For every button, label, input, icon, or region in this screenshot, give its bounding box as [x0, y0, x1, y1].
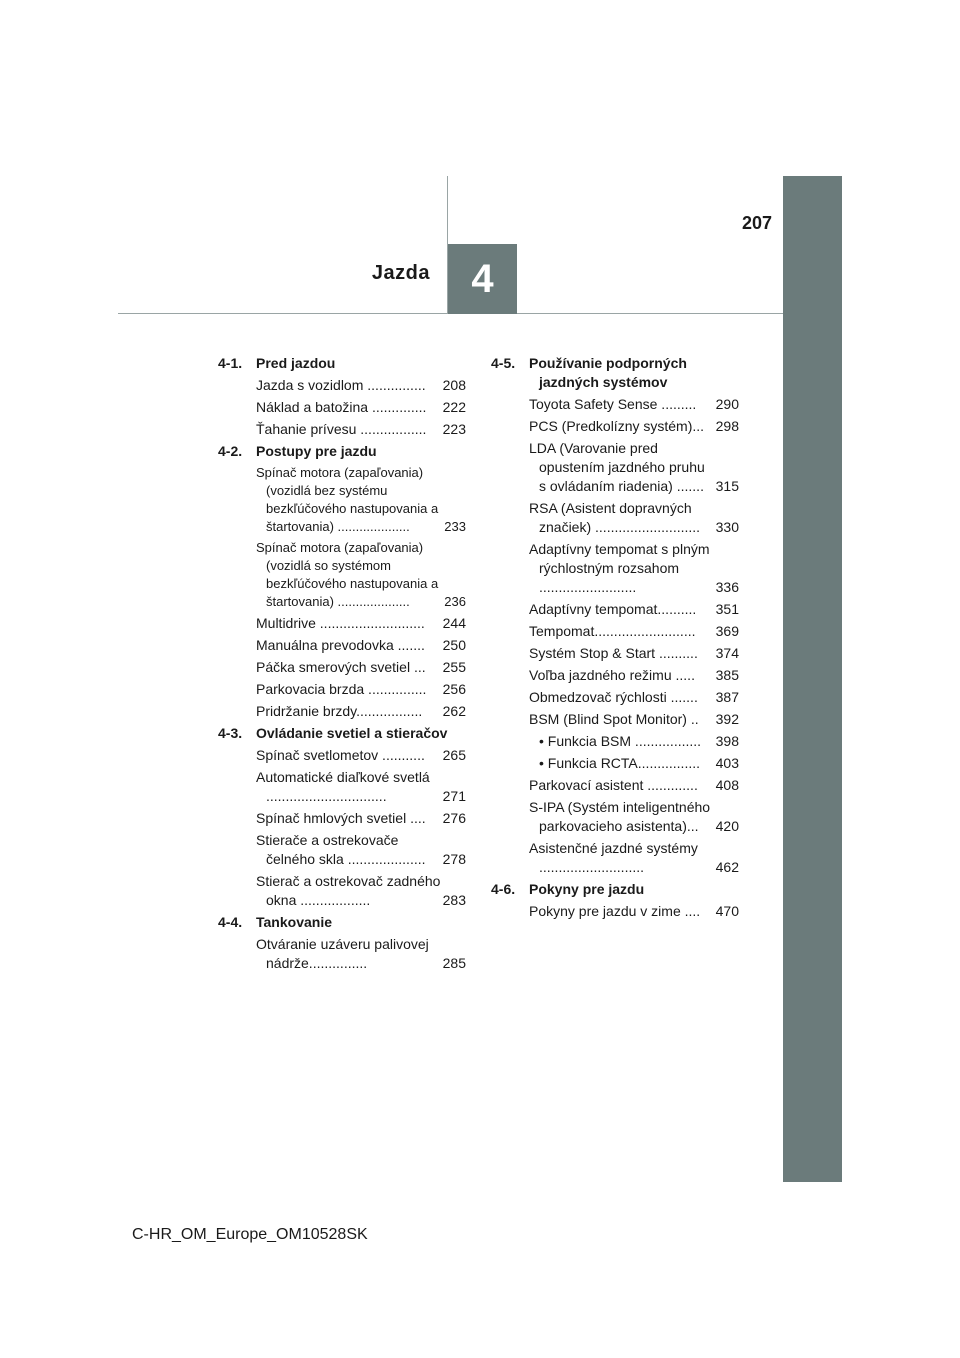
- toc-entry[interactable]: [529, 688, 739, 707]
- page-number: 207: [741, 213, 772, 233]
- toc-entry[interactable]: [256, 420, 466, 439]
- toc-entry-title: Voľba jazdného režimu .....: [529, 667, 695, 683]
- toc-section: [218, 354, 466, 439]
- toc-entry[interactable]: [529, 417, 739, 436]
- toc-entry[interactable]: [529, 776, 739, 795]
- toc-entry-title: LDA (Varovanie pred opustením jazdného pruhu s ovládaním riadenia) .......: [529, 440, 705, 494]
- toc-entry-page: 385: [715, 667, 739, 683]
- toc-entry-page: 420: [715, 818, 739, 834]
- toc-entry-title: Ťahanie prívesu .................: [256, 421, 427, 437]
- toc-entry-title: Spínač svetlometov ...........: [256, 747, 425, 763]
- chapter-side-tab: [783, 176, 842, 1182]
- toc-entry[interactable]: [529, 540, 739, 597]
- toc-entry-page: 374: [715, 645, 739, 661]
- toc-section: [218, 724, 466, 910]
- toc-entry-title: PCS (Predkolízny systém)...: [529, 418, 705, 434]
- toc-entry-title: Automatické diaľkové svetlá ...............................: [256, 769, 430, 804]
- toc-entry-page: 351: [715, 601, 739, 617]
- toc-entry-page: 336: [715, 579, 739, 595]
- toc-entry-title: Adaptívny tempomat..........: [529, 601, 697, 617]
- toc-entry-title: Parkovacia brzda ...............: [256, 681, 427, 697]
- toc-entry-page: 398: [715, 733, 739, 749]
- toc-entry-page: 330: [715, 519, 739, 535]
- toc-entry-title: Jazda s vozidlom ...............: [256, 377, 426, 393]
- toc-entry-page: 315: [715, 478, 739, 494]
- section-heading: [218, 724, 466, 743]
- toc-entry-title: Páčka smerových svetiel ...: [256, 659, 426, 675]
- toc-entry-title: Spínač motora (zapaľovania) (vozidlá bez systému bezkľúčového nastupovania a štartovania) ....................: [256, 465, 439, 534]
- toc-entry[interactable]: [256, 935, 466, 973]
- toc-entry-title: Pridržanie brzdy.................: [256, 703, 423, 719]
- toc-entry-title: Stierače a ostrekovače čelného skla ....................: [256, 832, 426, 867]
- toc-entry[interactable]: [256, 539, 466, 611]
- toc-entry-title: S-IPA (Systém inteligentného parkovacieho asistenta)...: [529, 799, 711, 834]
- toc-section: [491, 880, 739, 921]
- toc-entry-title: Manuálna prevodovka .......: [256, 637, 425, 653]
- toc-entry-page: 285: [442, 955, 466, 971]
- toc-entry[interactable]: [539, 732, 739, 751]
- chapter-number-box: [448, 244, 517, 314]
- toc-entry[interactable]: [529, 395, 739, 414]
- toc-entry-page: 470: [715, 903, 739, 919]
- toc-entry-title: Náklad a batožina ..............: [256, 399, 427, 415]
- toc-entry[interactable]: [256, 831, 466, 869]
- toc-entry-title: • Funkcia RCTA................: [539, 755, 701, 771]
- toc-entry-page: 403: [715, 755, 739, 771]
- section-title: Ovládanie svetiel a stieračov: [256, 725, 448, 741]
- toc-section: [218, 913, 466, 973]
- section-title: Postupy pre jazdu: [256, 443, 377, 459]
- document-id-footer: C-HR_OM_Europe_OM10528SK: [132, 1226, 368, 1243]
- section-heading: [218, 913, 466, 932]
- toc-entry-page: 369: [715, 623, 739, 639]
- toc-entry-page: 236: [444, 594, 466, 609]
- toc-right-column: [491, 354, 739, 924]
- section-number: 4-5.: [491, 355, 516, 371]
- toc-entry-title: Stierač a ostrekovač zadného okna ..................: [256, 873, 441, 908]
- toc-entry[interactable]: [256, 702, 466, 721]
- toc-entry-page: 387: [715, 689, 739, 705]
- toc-section: [491, 354, 739, 877]
- toc-entry[interactable]: [256, 464, 466, 536]
- section-number: 4-6.: [491, 881, 516, 897]
- toc-entry[interactable]: [256, 809, 466, 828]
- section-heading: [491, 354, 739, 392]
- section-heading: [491, 880, 739, 899]
- toc-entry[interactable]: [256, 658, 466, 677]
- toc-entry[interactable]: [529, 666, 739, 685]
- toc-entry[interactable]: [256, 768, 466, 806]
- toc-entry-page: 298: [715, 418, 739, 434]
- toc-entry[interactable]: [256, 398, 466, 417]
- toc-entry[interactable]: [529, 902, 739, 921]
- section-title: Pred jazdou: [256, 355, 336, 371]
- toc-entry-page: 408: [715, 777, 739, 793]
- toc-entry[interactable]: [539, 754, 739, 773]
- toc-entry-title: Otváranie uzáveru palivovej nádrže...............: [256, 936, 429, 971]
- toc-entry-title: Obmedzovač rýchlosti .......: [529, 689, 698, 705]
- toc-entry-page: 392: [715, 711, 739, 727]
- toc-entry-title: Spínač motora (zapaľovania) (vozidlá so systémom bezkľúčového nastupovania a štartovania) ....................: [256, 540, 439, 609]
- toc-entry-page: 290: [715, 396, 739, 412]
- toc-entry-title: Parkovací asistent .............: [529, 777, 698, 793]
- toc-entry[interactable]: [529, 439, 739, 496]
- toc-entry-title: Pokyny pre jazdu v zime ....: [529, 903, 701, 919]
- toc-entry-page: 222: [442, 399, 466, 415]
- section-number: 4-2.: [218, 443, 243, 459]
- section-heading: [218, 354, 466, 373]
- toc-entry-page: 462: [715, 859, 739, 875]
- toc-entry[interactable]: [529, 622, 739, 641]
- toc-left-column: [218, 354, 466, 976]
- toc-entry-title: Multidrive ...........................: [256, 615, 425, 631]
- toc-entry-title: BSM (Blind Spot Monitor) ..: [529, 711, 699, 727]
- toc-entry-title: Toyota Safety Sense .........: [529, 396, 697, 412]
- toc-entry-page: 283: [442, 892, 466, 908]
- toc-entry[interactable]: [256, 636, 466, 655]
- toc-entry-title: Asistenčné jazdné systémy ...........................: [529, 840, 698, 875]
- toc-entry-page: 250: [442, 637, 466, 653]
- toc-entry-page: 271: [442, 788, 466, 804]
- toc-entry[interactable]: [529, 839, 739, 877]
- toc-entry-title: RSA (Asistent dopravných značiek) ...........................: [529, 500, 701, 535]
- toc-entry-page: 233: [444, 519, 466, 534]
- section-title: Používanie podporných jazdných systémov: [529, 355, 687, 390]
- toc-entry[interactable]: [256, 614, 466, 633]
- toc-entry-page: 265: [442, 747, 466, 763]
- toc-section: [218, 442, 466, 721]
- toc-entry-title: Spínač hmlových svetiel ....: [256, 810, 426, 826]
- toc-entry-page: 278: [442, 851, 466, 867]
- toc-entry[interactable]: [529, 600, 739, 619]
- section-number: 4-3.: [218, 725, 243, 741]
- section-number: 4-4.: [218, 914, 243, 930]
- toc-entry-page: 276: [442, 810, 466, 826]
- toc-entry-page: 256: [442, 681, 466, 697]
- toc-entry[interactable]: [256, 746, 466, 765]
- chapter-number: 4: [471, 256, 494, 301]
- toc-entry[interactable]: [256, 376, 466, 395]
- toc-entry[interactable]: [529, 644, 739, 663]
- toc-entry-page: 208: [442, 377, 466, 393]
- toc-entry[interactable]: [256, 872, 466, 910]
- toc-entry[interactable]: [529, 710, 739, 729]
- section-heading: [218, 442, 466, 461]
- toc-entry-title: • Funkcia BSM .................: [539, 733, 702, 749]
- toc-entry-title: Systém Stop & Start ..........: [529, 645, 698, 661]
- toc-entry[interactable]: [529, 499, 739, 537]
- toc-entry-page: 255: [442, 659, 466, 675]
- toc-entry-title: Adaptívny tempomat s plným rýchlostným rozsahom .........................: [529, 541, 710, 595]
- toc-entry[interactable]: [529, 798, 739, 836]
- toc-entry-page: 262: [442, 703, 466, 719]
- section-title: Tankovanie: [256, 914, 332, 930]
- section-number: 4-1.: [218, 355, 243, 371]
- chapter-title: Jazda: [371, 262, 430, 284]
- toc-entry-title: Tempomat..........................: [529, 623, 696, 639]
- toc-entry-page: 223: [442, 421, 466, 437]
- toc-entry[interactable]: [256, 680, 466, 699]
- section-title: Pokyny pre jazdu: [529, 881, 645, 897]
- toc-entry-page: 244: [442, 615, 466, 631]
